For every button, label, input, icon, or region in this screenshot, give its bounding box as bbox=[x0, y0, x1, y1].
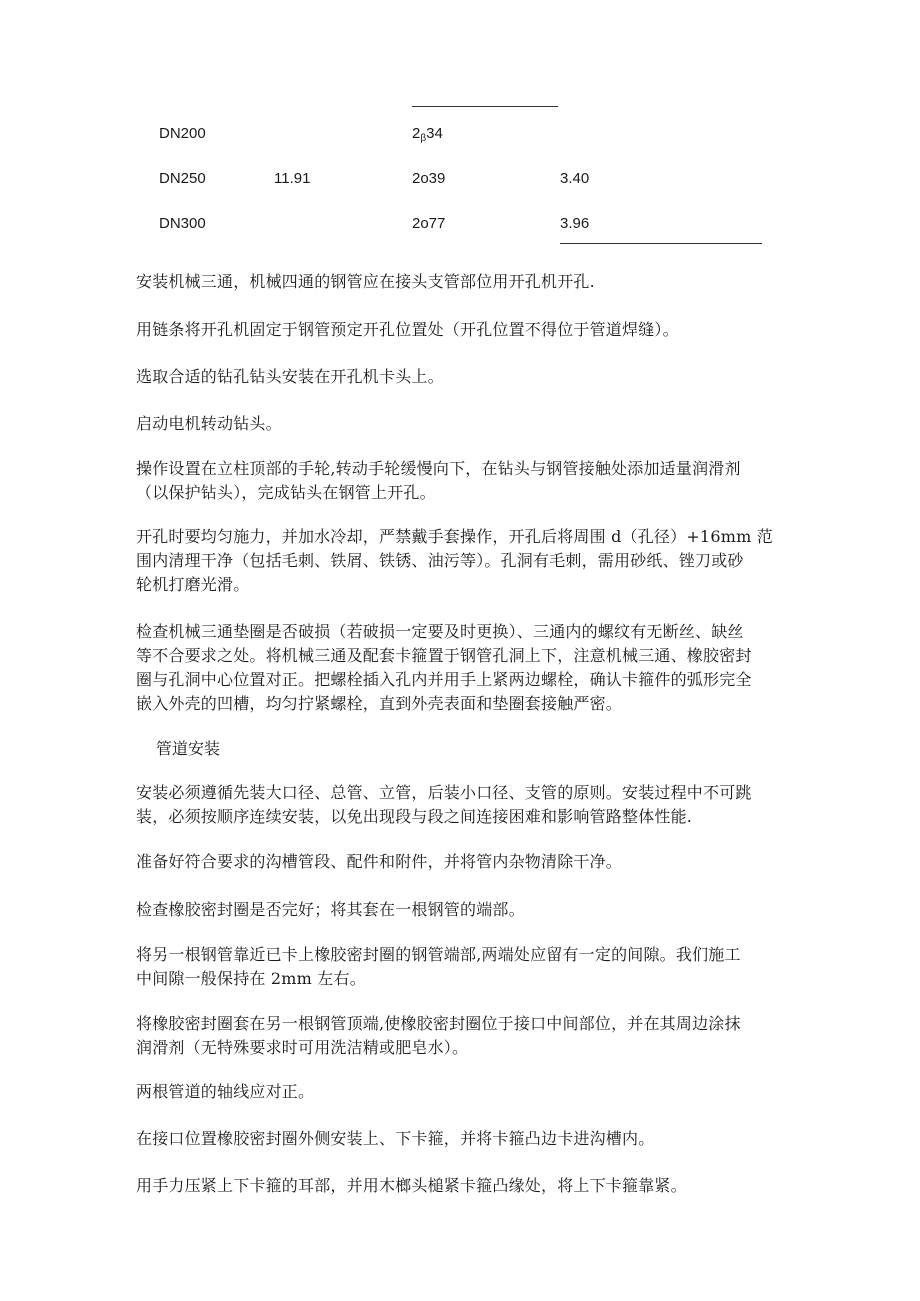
paragraph-line: 启动电机转动钻头。 bbox=[136, 414, 282, 433]
value2-rest: 34 bbox=[426, 125, 443, 142]
paragraph-line: 用链条将开孔机固定于钢管预定开孔位置处（开孔位置不得位于管道焊缝）。 bbox=[136, 320, 679, 339]
paragraph-line: 在接口位置橡胶密封圈外侧安装上、下卡箍，并将卡箍凸边卡进沟槽内。 bbox=[136, 1129, 655, 1148]
paragraph bbox=[136, 781, 786, 829]
paragraph bbox=[136, 318, 786, 342]
table-cell-value2 bbox=[412, 125, 443, 144]
paragraph-line: 围内清理干净（包括毛刺、铁屑、铁锈、油污等）。孔洞有毛刺，需用砂纸、锉刀或砂 bbox=[136, 551, 744, 570]
paragraph bbox=[136, 1012, 786, 1060]
paragraph bbox=[136, 1174, 786, 1198]
paragraph bbox=[136, 943, 786, 991]
paragraph-line: 润滑剂（无特殊要求时可用洗洁精或肥皂水）。 bbox=[136, 1038, 469, 1057]
paragraph-line: 轮机打磨光滑。 bbox=[136, 575, 250, 594]
table-cell-value1: 11.91 bbox=[274, 170, 311, 187]
table-cell-value3: 3.96 bbox=[560, 215, 590, 232]
paragraph-line: 准备好符合要求的沟槽管段、配件和附件，并将管内杂物清除干净。 bbox=[136, 852, 623, 871]
table-cell-size: DN300 bbox=[159, 215, 206, 232]
table-cell-value2: 2o39 bbox=[412, 170, 446, 187]
table-bottom-rule bbox=[560, 243, 762, 244]
paragraph bbox=[136, 620, 786, 716]
paragraph-line: 装，必须按顺序连续安装，以免出现段与段之间连接困难和影响管路整体性能. bbox=[136, 807, 693, 826]
paragraph-line: 两根管道的轴线应对正。 bbox=[136, 1082, 315, 1101]
paragraph-line: 检查橡胶密封圈是否完好；将其套在一根钢管的端部。 bbox=[136, 900, 525, 919]
table-cell-value3: 3.40 bbox=[560, 170, 590, 187]
table-top-rule bbox=[412, 106, 558, 107]
paragraph-line: 安装机械三通，机械四通的钢管应在接头支管部位用开孔机开孔. bbox=[136, 272, 595, 291]
paragraph-line: 嵌入外壳的凹槽，均匀拧紧螺栓，直到外壳表面和垫圈套接触严密。 bbox=[136, 694, 623, 713]
table-cell-value2: 2o77 bbox=[412, 215, 446, 232]
paragraph bbox=[136, 898, 786, 922]
paragraph bbox=[136, 850, 786, 874]
paragraph bbox=[136, 525, 786, 597]
paragraph-line: 等不合要求之处。将机械三通及配套卡箍置于钢管孔洞上下，注意机械三通、橡胶密封 bbox=[136, 646, 752, 665]
paragraph-line: 将橡胶密封圈套在另一根钢管顶端,使橡胶密封圈位于接口中间部位，并在其周边涂抹 bbox=[136, 1014, 741, 1033]
value2-sub: β bbox=[420, 133, 427, 144]
paragraph-line: 将另一根钢管靠近已卡上橡胶密封圈的钢管端部,两端处应留有一定的间隙。我们施工 bbox=[136, 945, 741, 964]
section-heading: 管道安装 bbox=[156, 739, 221, 758]
paragraph-line: （以保护钻头），完成钻头在钢管上开孔。 bbox=[136, 483, 436, 502]
paragraph-line: 选取合适的钻孔钻头安装在开孔机卡头上。 bbox=[136, 367, 444, 386]
paragraph bbox=[136, 270, 786, 294]
paragraph bbox=[136, 457, 786, 505]
paragraph-line: 检查机械三通垫圈是否破损（若破损一定要及时更换）、三通内的螺纹有无断丝、缺丝 bbox=[136, 622, 744, 641]
paragraph-line: 操作设置在立柱顶部的手轮,转动手轮缓慢向下，在钻头与钢管接触处添加适量润滑剂 bbox=[136, 459, 741, 478]
paragraph-line: 安装必须遵循先装大口径、总管、立管，后装小口径、支管的原则。安装过程中不可跳 bbox=[136, 783, 752, 802]
paragraph bbox=[136, 1127, 786, 1151]
paragraph-line: 圈与孔洞中心位置对正。把螺栓插入孔内并用手上紧两边螺栓，确认卡箍件的弧形完全 bbox=[136, 670, 752, 689]
paragraph-line: 中间隙一般保持在 2mm 左右。 bbox=[136, 969, 366, 988]
paragraph-line: 开孔时要均匀施力，并加水冷却，严禁戴手套操作，开孔后将周围 d（孔径）+16mm 范 bbox=[136, 527, 773, 546]
paragraph bbox=[136, 365, 786, 389]
paragraph bbox=[136, 412, 786, 436]
value2-main: 2 bbox=[412, 125, 421, 142]
paragraph bbox=[136, 1080, 786, 1104]
table-cell-size: DN200 bbox=[159, 125, 206, 142]
table-cell-size: DN250 bbox=[159, 170, 206, 187]
paragraph-line: 用手力压紧上下卡箍的耳部，并用木榔头槌紧卡箍凸缘处，将上下卡箍靠紧。 bbox=[136, 1176, 687, 1195]
